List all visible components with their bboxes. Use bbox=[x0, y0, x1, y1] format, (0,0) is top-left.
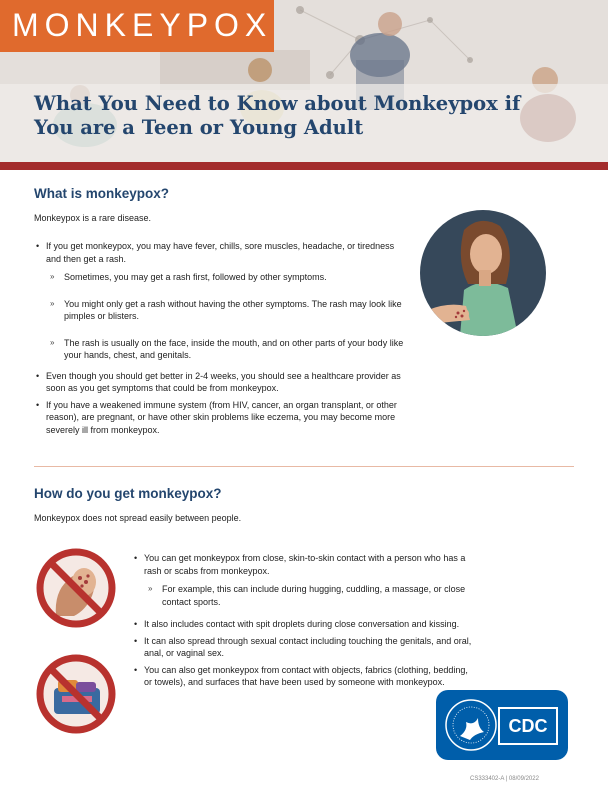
section-heading-what: What is monkeypox? bbox=[34, 186, 170, 201]
no-skin-contact-icon bbox=[34, 546, 118, 630]
sub-list-item: » The rash is usually on the face, inside the mouth, and on other parts of your body like your hands, chest, and genitals. bbox=[46, 337, 404, 362]
spread-list bbox=[132, 552, 472, 693]
list-item: • You can also get monkeypox from contact with objects, fabrics (clothing, bedding, or towels), and surfaces that have been used by someone with monkeypox. bbox=[132, 664, 472, 689]
woman-with-rash-illustration bbox=[420, 210, 546, 336]
list-item bbox=[132, 552, 472, 608]
header-stripe bbox=[0, 162, 608, 170]
section2-intro: Monkeypox does not spread easily between people. bbox=[34, 513, 242, 523]
cdc-logo bbox=[436, 690, 568, 760]
list-item bbox=[34, 240, 404, 362]
brand-title: MONKEYPOX bbox=[12, 7, 273, 43]
list-item-text: If you get monkeypox, you may have fever, chills, sore muscles, headache, or tiredness and then get a rash. bbox=[46, 241, 395, 264]
symptoms-list bbox=[34, 240, 404, 440]
cdc-wordmark: CDC bbox=[498, 707, 558, 745]
sub-list-item: » For example, this can include during hugging, cuddling, a massage, or close contact sports. bbox=[144, 583, 472, 608]
page-title bbox=[34, 92, 554, 140]
list-item: • It can also spread through sexual contact including touching the genitals, and oral, anal, or vaginal sex. bbox=[132, 635, 472, 660]
sub-list bbox=[144, 583, 472, 608]
sub-list-item: » You might only get a rash without having the other symptoms. The rash may look like pimples or blisters. bbox=[46, 298, 404, 323]
header-banner bbox=[0, 0, 608, 170]
list-item: • It also includes contact with spit droplets during close conversation and kissing. bbox=[132, 618, 472, 631]
hhs-seal-icon bbox=[444, 698, 498, 752]
title-line-1: What You Need to Know about Monkeypox if bbox=[34, 92, 521, 115]
section-divider bbox=[34, 466, 574, 467]
list-item-text: You can get monkeypox from close, skin-to-skin contact with a person who has a rash or scabs from monkeypox. bbox=[144, 553, 466, 576]
section-heading-how: How do you get monkeypox? bbox=[34, 486, 222, 501]
sub-list-item: » Sometimes, you may get a rash first, followed by other symptoms. bbox=[46, 271, 404, 284]
section1-intro: Monkeypox is a rare disease. bbox=[34, 213, 152, 223]
list-item: • Even though you should get better in 2-4 weeks, you should see a healthcare provider as soon as you get symptoms that could be from monkeypox. bbox=[34, 370, 404, 395]
document-code: CS333402-A | 08/09/2022 bbox=[470, 776, 539, 782]
list-item: • If you have a weakened immune system (from HIV, cancer, an organ transplant, or other reason), are pregnant, or have other skin problems like eczema, you may become more severely ill from monkeypox. bbox=[34, 399, 404, 437]
sub-list bbox=[46, 271, 404, 362]
no-shared-fabrics-icon bbox=[34, 652, 118, 736]
brand-banner bbox=[0, 0, 274, 52]
title-line-2: You are a Teen or Young Adult bbox=[34, 116, 364, 139]
